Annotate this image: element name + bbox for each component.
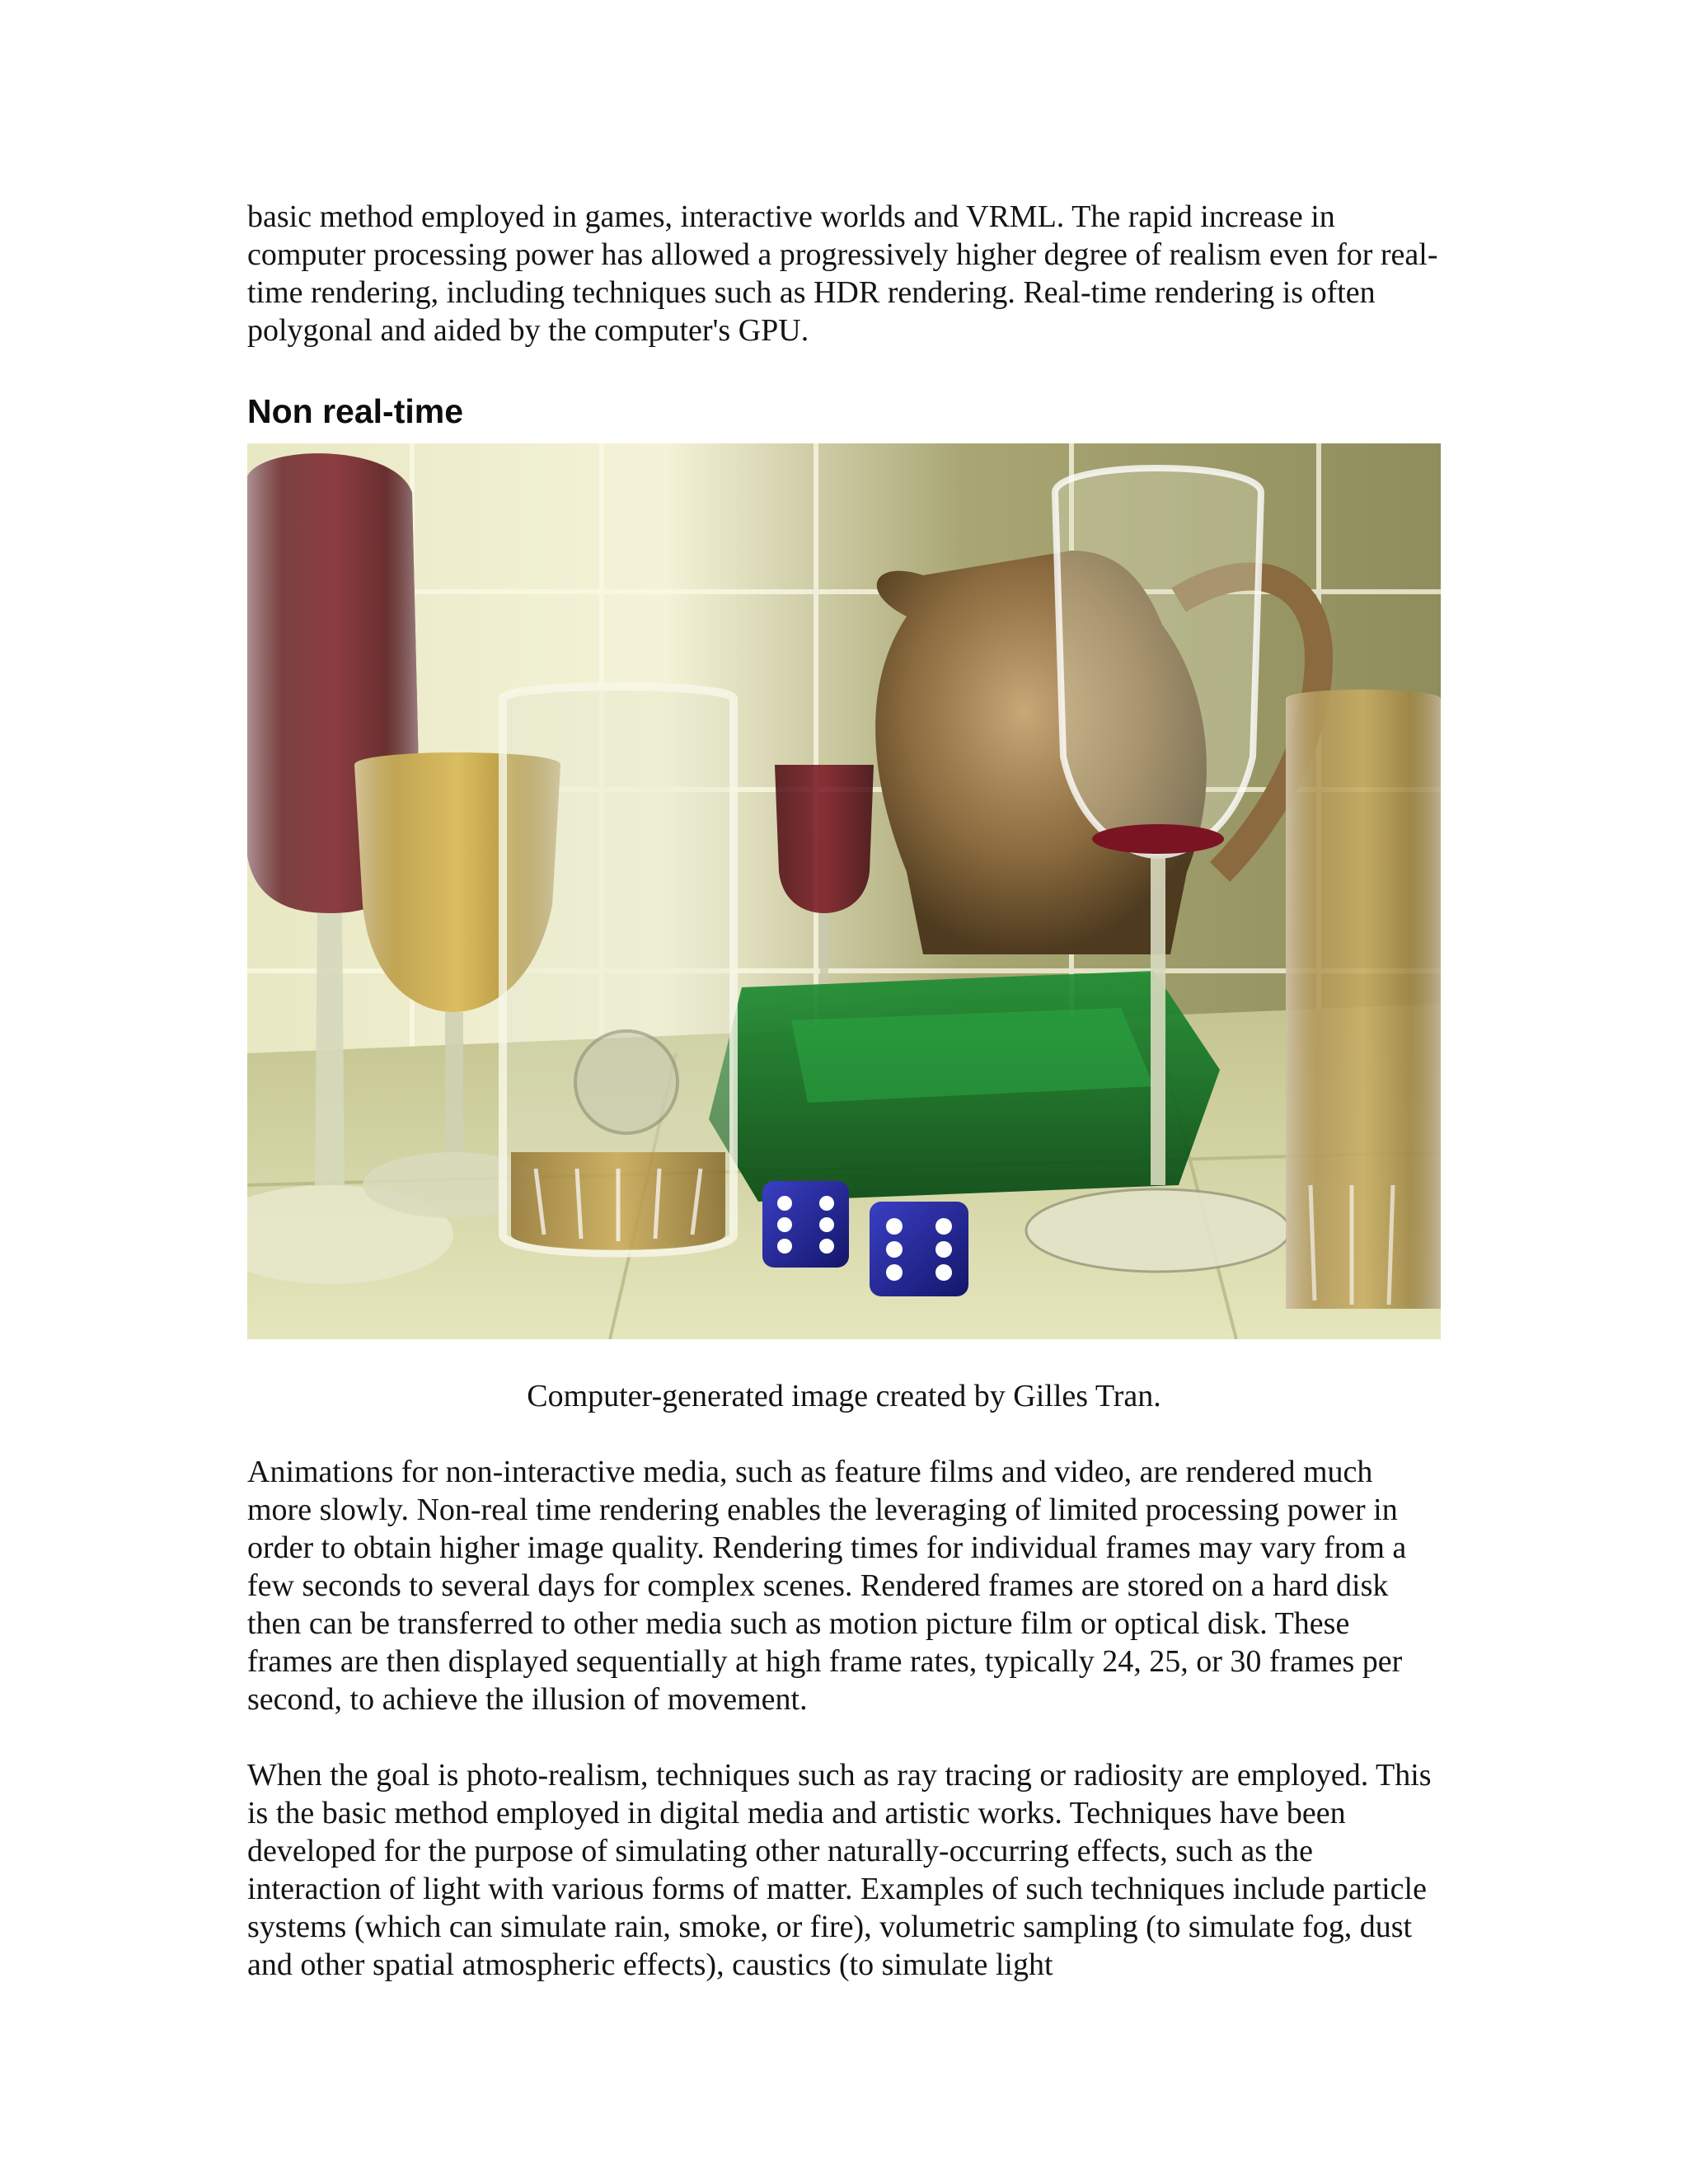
intro-paragraph: basic method employed in games, interactive worlds and VRML. The rapid increase in computer processing power has allowed a progressively higher degree of realism even for real-time rendering, including techniques such as HDR rendering. Real-time rendering is often polygonal and aided by the computer's GPU. (247, 199, 1438, 348)
rendered-glassware-image (247, 443, 1441, 1339)
ice-cube (575, 1031, 678, 1133)
section-heading: Non real-time (247, 392, 463, 430)
blue-dice-right (870, 1202, 968, 1296)
green-glass-ashtray (709, 971, 1220, 1202)
document-page (247, 198, 1441, 1984)
figure-caption: Computer-generated image created by Gilles Tran. (527, 1379, 1161, 1413)
glassware-scene-illustration (247, 443, 1441, 1339)
paragraph-photo-realism: When the goal is photo-realism, techniques such as ray tracing or radiosity are employed. This is the basic method employed in digital media and artistic works. Techniques have been developed for the purpose of simulating other naturally-occurring effects, such as the interaction of light with various forms of matter. Examples of such techniques include particle systems (which can simulate rain, smoke, or fire), volumetric sampling (to simulate fog, dust and other spatial atmospheric effects), caustics (to simulate light (247, 1758, 1432, 1982)
paragraph-animations: Animations for non-interactive media, such as feature films and video, are rendered much more slowly. Non-real time rendering enables the leveraging of limited processing power in order to obtain higher image quality. Rendering times for individual frames may vary from a few seconds to several days for complex scenes. Rendered frames are stored on a hard disk then can be transferred to other media such as motion picture film or optical disk. These frames are then displayed sequentially at high frame rates, typically 24, 25, or 30 frames per second, to achieve the illusion of movement. (247, 1455, 1407, 1717)
amber-liquor-glass (1286, 690, 1441, 1309)
clear-glass-tumbler (503, 687, 734, 1254)
blue-dice-left (762, 1181, 849, 1268)
